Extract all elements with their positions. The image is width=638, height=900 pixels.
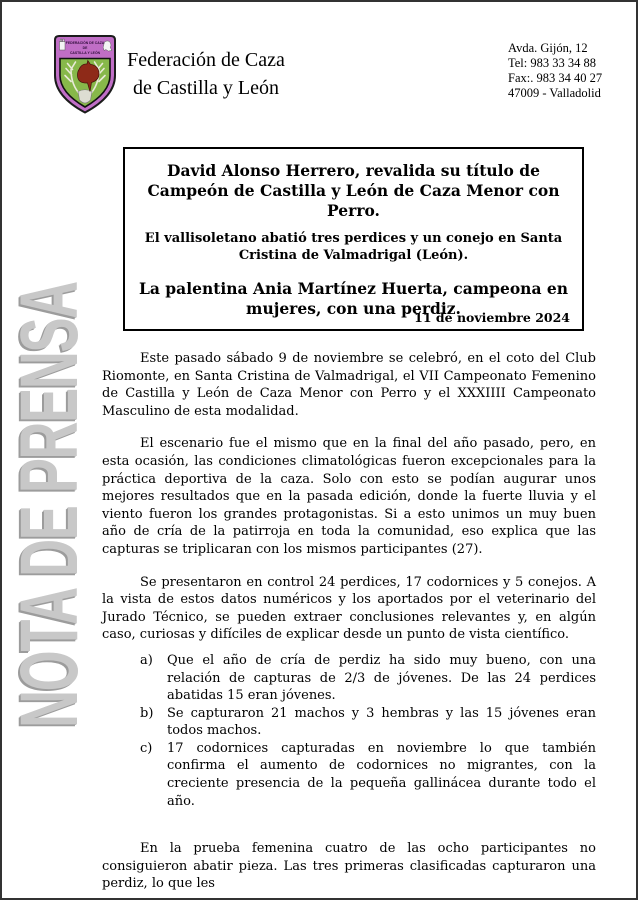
list-marker-b: b) — [140, 705, 154, 721]
list-item-a — [140, 652, 596, 705]
main-headline: David Alonso Herrero, revalida su título de Campeón de Castilla y León de Caza Menor con Perro. — [147, 161, 560, 220]
contact-block — [508, 41, 602, 101]
crest-text-line1: FEDERACIÓN DE CAZA — [65, 41, 105, 45]
crest-text-line2: DE — [82, 46, 88, 50]
org-name-line2: de Castilla y León — [132, 76, 280, 99]
paragraph-1: Este pasado sábado 9 de noviembre se celebró, en el coto del Club Riomonte, en Santa Cristina de Valmadrigal, el VII Campeonato Femenino de Castilla y León de Caza Menor con Perro y el XXXIIII Campeonato Masculino de esta modalidad. — [102, 351, 596, 419]
federation-crest-logo — [51, 33, 119, 116]
sub-headline: El vallisoletano abatió tres perdices y un conejo en Santa Cristina de Valmadrigal (León). — [144, 231, 563, 263]
list-marker-c: c) — [140, 740, 153, 756]
date-line: 11 de noviembre 2024 — [414, 310, 570, 325]
list-marker-a: a) — [140, 652, 153, 668]
contact-phone: Tel: 983 33 34 88 — [508, 56, 597, 70]
paragraph-2: El escenario fue el mismo que en la final del año pasado, pero, en esta ocasión, las condiciones climatológicas fueron excepcionales para la práctica deportiva de la caza. Solo con esto se podían augurar unos mejores resultados que en la pasada edición, donde la fuerte lluvia y el viento fueron los grandes protagonistas. Si a esto unimos un muy buen año de cría de la patirroja en toda la comunidad, eso explica que las capturas se triplicaran con los mismos participantes (27). — [102, 436, 596, 557]
contact-address: Avda. Gijón, 12 — [508, 41, 588, 55]
nota-de-prensa-watermark: NOTA DE PRENSA — [4, 282, 95, 728]
org-name-line1: Federación de Caza — [127, 49, 285, 71]
list-item-b — [140, 705, 596, 740]
paragraph-3: Se presentaron en control 24 perdices, 17 codornices y 5 conejos. A la vista de estos datos numéricos y los aportados por el veterinario del Jurado Técnico, se pueden extraer conclusiones relevantes y, en algún caso, curiosas y difíciles de explicar desde un punto de vista científico. — [102, 574, 596, 643]
crest-text-line3: CASTILLA Y LEÓN — [69, 51, 101, 55]
organization-name — [118, 47, 294, 102]
closing-paragraph: En la prueba femenina cuatro de las ocho participantes no consiguieron abatir pieza. Las tres primeras clasificadas capturaron una perdiz, lo que les — [102, 841, 596, 892]
deer-skull-icon — [78, 90, 92, 103]
body-text — [102, 350, 596, 900]
list-item-c — [140, 740, 596, 810]
list-text-c: 17 codornices capturadas en noviembre lo que también confirma el aumento de codornices no migrantes, con la creciente presencia de la pequeña gallinácea durante todo el año. — [167, 740, 596, 809]
list-text-a: Que el año de cría de perdiz ha sido muy bueno, con una relación de capturas de 2/3 de jóvenes. De las 24 perdices abatidas 15 eran jóvenes. — [167, 652, 596, 704]
contact-fax: Fax:. 983 34 40 27 — [508, 71, 603, 85]
list-text-b: Se capturaron 21 machos y 3 hembras y las 15 jóvenes eran todos machos. — [167, 705, 596, 739]
secondary-headline: La palentina Ania Martínez Huerta, campeona en mujeres, con una perdiz. — [138, 279, 569, 318]
crest-icon — [51, 33, 119, 116]
contact-city: 47009 - Valladolid — [508, 86, 601, 100]
headline-box — [123, 147, 584, 331]
